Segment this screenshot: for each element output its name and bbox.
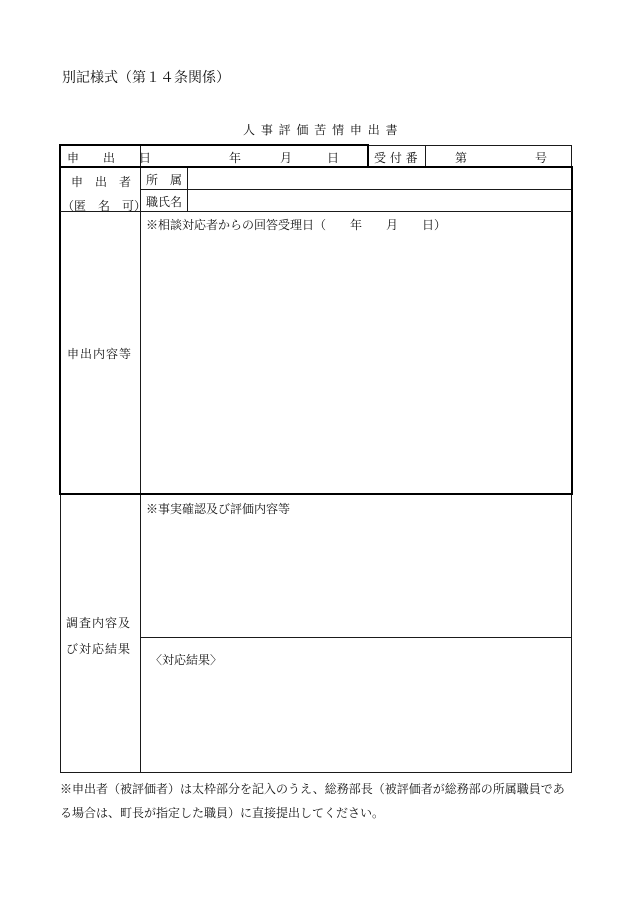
result-label: 〈対応結果〉: [150, 653, 223, 667]
form-label: 別記様式（第１４条関係）: [62, 70, 230, 86]
footer-note-line2: る場合は、町長が指定した職員）に直接提出してください。: [60, 806, 385, 820]
footer-note-line1: ※申出者（被評価者）は太枠部分を記入のうえ、総務部長（被評価者が総務部の所属職員であ: [60, 782, 565, 796]
table-border-bottom: [60, 772, 572, 773]
date-year: 年: [229, 151, 242, 165]
name-label: 職氏名: [146, 195, 183, 209]
receipt-label: 受 付 番: [374, 151, 418, 165]
thick-frame-mid: [59, 166, 573, 168]
thick-frame-bottom: [59, 493, 573, 495]
investigation-label-line1: 調査内容及: [66, 616, 132, 630]
date-month: 月: [280, 151, 293, 165]
applicant-label: 申 出 者: [71, 175, 132, 189]
thick-frame-left: [59, 166, 61, 495]
content-label: 申出内容等: [67, 347, 133, 361]
receipt-number-prefix: 第: [455, 151, 468, 165]
investigation-inner-separator: [140, 637, 572, 638]
date-day: 日: [327, 151, 340, 165]
affiliation-label-divider: [187, 167, 188, 212]
thick-frame-left-date: [59, 145, 61, 167]
date-label: 申 出 日: [67, 151, 152, 165]
thick-frame-right: [571, 166, 573, 495]
document-title: 人 事 評 価 苦 情 申 出 書: [243, 123, 399, 137]
investigation-note: ※事実確認及び評価内容等: [146, 502, 291, 516]
content-note: ※相談対応者からの回答受理日（ 年 月 日）: [146, 218, 447, 232]
investigation-label-line2: び対応結果: [66, 642, 132, 656]
receipt-number-suffix: 号: [535, 151, 548, 165]
thick-frame-top-date: [59, 144, 369, 146]
receipt-divider-right: [425, 145, 426, 167]
label-column-divider: [140, 145, 141, 773]
applicant-anonymous-note: （匿 名 可）: [62, 199, 147, 213]
affiliation-label: 所 属: [146, 173, 183, 187]
affiliation-row-separator: [140, 189, 572, 190]
thick-frame-right-date: [367, 144, 369, 168]
